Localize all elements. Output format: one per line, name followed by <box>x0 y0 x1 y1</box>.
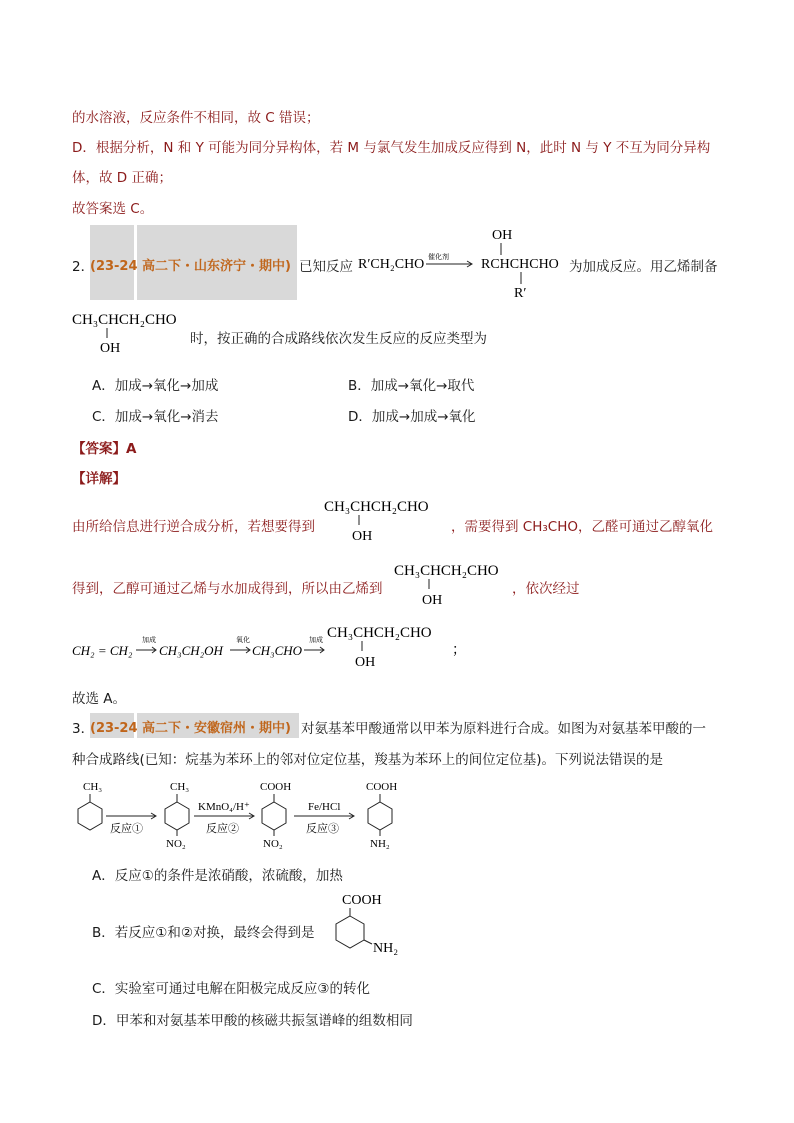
q2-option-b[interactable]: B．加成→氧化→取代 <box>348 378 475 394</box>
q2-target-oh: OH <box>100 341 121 356</box>
q2-option-d[interactable]: D．加成→加成→氧化 <box>348 409 476 425</box>
q2-conclusion: 故选 A。 <box>72 691 127 707</box>
prev-d-line-2: 体，故 D 正确； <box>72 170 172 186</box>
route-arrow-1-label: 加成 <box>142 636 156 644</box>
route-end-mark: ； <box>452 643 466 658</box>
scheme-r2-top: KMnO₄/H⁺ <box>198 801 250 813</box>
q3-stem-1: 对氨基苯甲酸通常以甲苯为原料进行合成。如图为对氨基苯甲酸的一 <box>301 721 706 737</box>
q2-arrow-label: 催化剂 <box>428 253 449 261</box>
nitrobenzoic-acid-structure <box>260 781 291 850</box>
q3-option-c[interactable]: C．实验室可通过电解在阳极完成反应③的转化 <box>92 981 371 997</box>
aminobenzoic-acid-structure <box>366 781 397 850</box>
scheme-r1: 反应① <box>110 823 143 835</box>
toluene-structure <box>78 781 102 830</box>
scheme-r3-top: Fe/HCl <box>308 801 341 813</box>
q2-detail-structure-1 <box>322 493 452 545</box>
svg-text:CH₃CHCH₂CHO: CH₃CHCH₂CHO <box>324 499 429 515</box>
q2-target-structure <box>70 306 200 356</box>
q3-option-b-structure <box>326 890 416 960</box>
q2-detail-tag: 【详解】 <box>72 471 126 487</box>
q2-stem-start: 已知反应 <box>299 259 353 275</box>
q2-synthesis-route <box>72 620 466 672</box>
svg-text:OH: OH <box>422 593 443 608</box>
q2-detail-2a: 得到，乙醇可通过乙烯与水加成得到，所以由乙烯到 <box>72 581 383 597</box>
svg-text:NH₂: NH₂ <box>370 838 390 850</box>
svg-text:COOH: COOH <box>366 781 398 793</box>
route-ethanol: CH₃CH₂OH <box>159 643 223 658</box>
q3-synthesis-scheme <box>70 772 430 852</box>
prev-c-line: 的水溶液，反应条件不相同，故 C 错误； <box>72 110 320 126</box>
svg-text:NO₂: NO₂ <box>166 838 186 850</box>
q2-stem-tail: 为加成反应。用乙烯制备 <box>569 259 718 275</box>
nitrotoluene-structure <box>165 781 189 850</box>
q3-option-b[interactable]: B．若反应①和②对换，最终会得到是 <box>92 925 315 941</box>
q3-stem-2: 种合成路线(已知：烷基为苯环上的邻对位定位基，羧基为苯环上的间位定位基)。下列说法错误的是 <box>72 752 664 768</box>
route-ethylene: CH₂ = CH₂ <box>72 643 133 658</box>
route-arrow-3-label: 加成 <box>309 636 323 644</box>
scheme-r2: 反应② <box>206 823 239 835</box>
q2-reactant: R′CH₂CHO <box>358 257 425 272</box>
q2-detail-1b: ，需要得到 CH₃CHO，乙醛可通过乙醇氧化 <box>451 519 713 535</box>
svg-text:OH: OH <box>355 655 376 670</box>
q2-answer-tag: 【答案】A <box>72 441 137 457</box>
q2-source: (23-24 高二下・山东济宁・期中) <box>90 259 291 274</box>
q2-product-main: RCHCHCHO <box>481 257 559 272</box>
q2-target-main: CH₃CHCH₂CHO <box>72 312 177 328</box>
svg-text:CH₃CHCH₂CHO: CH₃CHCH₂CHO <box>327 625 432 641</box>
svg-text:COOH: COOH <box>260 781 292 793</box>
q2-detail-1a: 由所给信息进行逆合成分析，若想要得到 <box>72 519 315 535</box>
scheme-r3: 反应③ <box>306 823 339 835</box>
prev-answer: 故答案选 C。 <box>72 201 154 217</box>
q2-detail-structure-2 <box>392 557 522 609</box>
svg-text:NO₂: NO₂ <box>263 838 283 850</box>
q2-option-c[interactable]: C．加成→氧化→消去 <box>92 409 219 425</box>
q2-product-oh: OH <box>492 228 513 243</box>
q3-number: 3． <box>72 721 95 737</box>
q2-number: 2． <box>72 259 95 275</box>
svg-text:CH₃: CH₃ <box>170 781 190 793</box>
route-acetaldehyde: CH₃CHO <box>252 643 303 658</box>
q2-stem-2: 时，按正确的合成路线依次发生反应的反应类型为 <box>190 331 487 347</box>
q3-source: (23-24 高二下・安徽宿州・期中) <box>90 721 291 736</box>
q2-option-a[interactable]: A．加成→氧化→加成 <box>92 378 219 394</box>
q2-detail-2b: ，依次经过 <box>512 581 580 597</box>
optb-nh2: NH₂ <box>373 941 399 956</box>
optb-cooh: COOH <box>342 893 382 908</box>
svg-text:CH₃: CH₃ <box>83 781 103 793</box>
q2-product-r: R′ <box>514 286 527 301</box>
q3-option-d[interactable]: D．甲苯和对氨基苯甲酸的核磁共振氢谱峰的组数相同 <box>92 1013 413 1029</box>
prev-d-line: D．根据分析，N 和 Y 可能为同分异构体，若 M 与氯气发生加成反应得到 N，此时 N 与 Y 不互为同分异构 <box>72 140 711 156</box>
q3-option-a[interactable]: A．反应①的条件是浓硝酸，浓硫酸，加热 <box>92 868 343 884</box>
route-arrow-2-label: 氧化 <box>236 636 250 644</box>
svg-text:OH: OH <box>352 529 373 544</box>
q2-given-reaction <box>352 222 582 302</box>
svg-text:CH₃CHCH₂CHO: CH₃CHCH₂CHO <box>394 563 499 579</box>
